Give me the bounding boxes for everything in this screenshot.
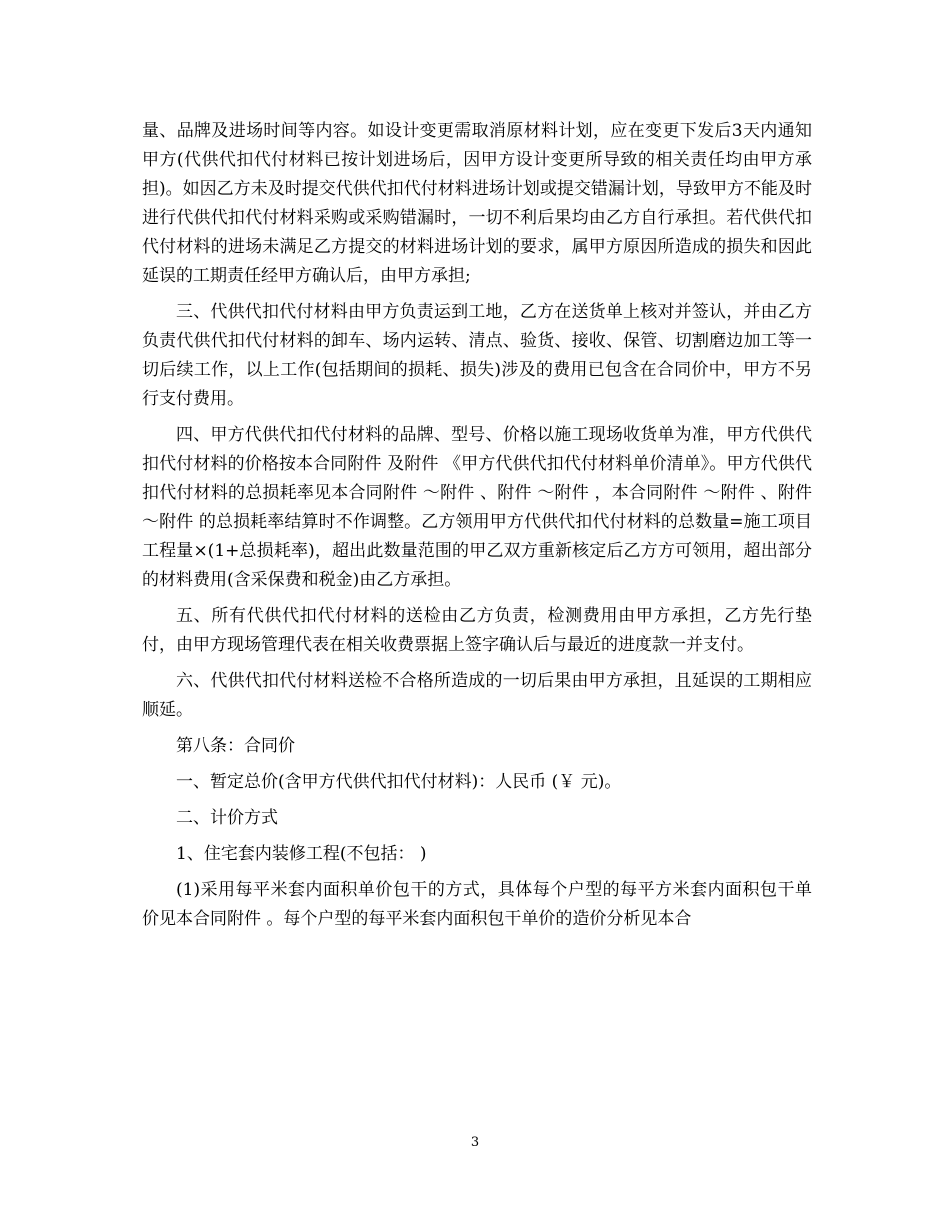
document-body — [142, 117, 812, 941]
paragraph-residential-works: 1、住宅套内装修工程(不包括： ) — [176, 844, 427, 864]
heading-article-8: 第八条：合同价 — [176, 736, 295, 756]
paragraph-material-plan: 量、品牌及进场时间等内容。如设计变更需取消原材料计划，应在变更下发后3天内通知甲方(代供代扣代付材料已按计划进场后，因甲方设计变更所导致的相关责任均由甲方承担)。如因乙方未及时提交代供代扣代付材料进场计划或提交错漏计划，导致甲方不能及时进行代供代扣代付材料采购或采购错漏时，一切不利后果均由乙方自行承担。若代供代扣代付材料的进场未满足乙方提交的材料进场计划的要求，属甲方原因所造成的损失和因此延误的工期责任经甲方确认后，由甲方承担; — [142, 121, 812, 286]
page-number: 3 — [470, 1135, 480, 1150]
paragraph-clause-3: 三、代供代扣代付材料由甲方负责运到工地，乙方在送货单上核对并签认，并由乙方负责代供代扣代付材料的卸车、场内运转、清点、验货、接收、保管、切割磨边加工等一切后续工作，以上工作(包括期间的损耗、损失)涉及的费用已包含在合同价中，甲方不另行支付费用。 — [142, 302, 812, 409]
paragraph-pricing-method: 二、计价方式 — [176, 808, 278, 828]
paragraph-clause-6: 六、代供代扣代付材料送检不合格所造成的一切后果由甲方承担，且延误的工期相应顺延。 — [142, 671, 812, 720]
paragraph-unit-price: (1)采用每平米套内面积单价包干的方式，具体每个户型的每平方米套内面积包干单价见本合同附件 。每个户型的每平米套内面积包干单价的造价分析见本合 — [142, 880, 812, 929]
paragraph-clause-4: 四、甲方代供代扣代付材料的品牌、型号、价格以施工现场收货单为准，甲方代供代扣代付材料的价格按本合同附件 及附件 《甲方代供代扣代付材料单价清单》。甲方代供代扣代付材料的总损耗率见本合同附件 ～附件 、附件 ～附件 ，本合同附件 ～附件 、附件 ～附件 的总损耗率结算时不作调整。乙方领用甲方代供代扣代付材料的总数量=施工项目工程量×(1+总损耗率)，超出此数量范围的甲乙双方重新核定后乙方方可领用，超出部分的材料费用(含采保费和税金)由乙方承担。 — [142, 425, 812, 590]
paragraph-clause-5: 五、所有代供代扣代付材料的送检由乙方负责，检测费用由甲方承担，乙方先行垫付，由甲方现场管理代表在相关收费票据上签字确认后与最近的进度款一并支付。 — [142, 606, 812, 655]
paragraph-provisional-total: 一、暂定总价(含甲方代供代扣代付材料)：人民币 (￥ 元)。 — [176, 772, 622, 792]
